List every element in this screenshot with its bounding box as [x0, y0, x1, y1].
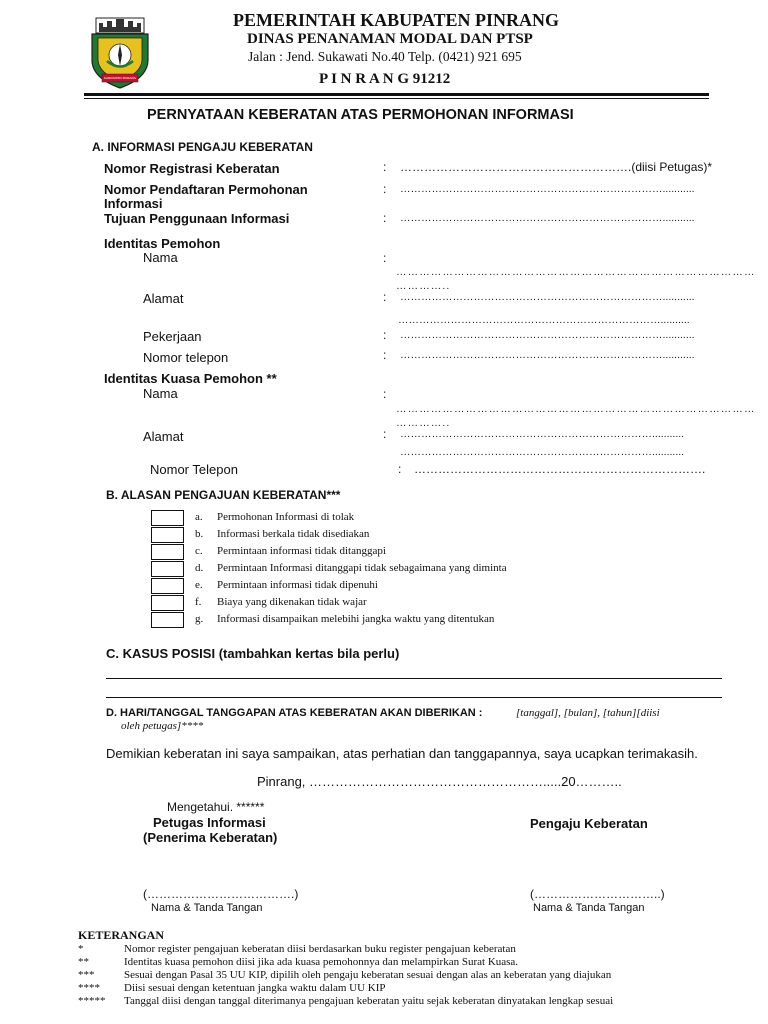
section-d-note: [tanggal], [bulan], [tahun][diisi [516, 707, 660, 719]
letterhead-gov: PEMERINTAH KABUPATEN PINRANG [233, 10, 560, 30]
petugas-signature-field[interactable]: (……………………………….) [143, 887, 299, 901]
nama-value-field[interactable]: ………………………………………………………………………………… [396, 266, 756, 278]
keterangan-mark: ** [78, 956, 89, 968]
alamat-value-field-2[interactable]: ………………………………………………………………….......... [398, 314, 690, 326]
reason-letter: c. [195, 545, 203, 557]
reason-text: Permintaan informasi tidak dipenuhi [217, 579, 378, 591]
tujuan-value-field[interactable]: …………………………………………………………………........... [400, 212, 695, 224]
reason-text: Biaya yang dikenakan tidak wajar [217, 596, 367, 608]
section-c-heading: C. KASUS POSISI (tambahkan kertas bila perlu) [106, 646, 400, 661]
kuasa-nama-value-field-cont[interactable]: ………….. [396, 417, 451, 429]
keterangan-text: Identitas kuasa pemohon diisi jika ada kuasa pemohonnya dan melampirkan Surat Kuasa. [124, 956, 519, 968]
kuasa-alamat-value-field-2[interactable]: ………………………………………………………………........... [400, 446, 685, 458]
reason-text: Informasi disampaikan melebihi jangka waktu yang ditentukan [217, 613, 495, 625]
kuasa-nama-value-field[interactable]: ………………………………………………………………………………… [396, 403, 756, 415]
kasus-posisi-line-2[interactable] [106, 697, 722, 698]
daftar-value-field[interactable]: …………………………………………………………………........... [400, 183, 695, 195]
place-date-field[interactable]: Pinrang, ……………………………………………….....20……….. [257, 774, 622, 789]
kuasa-telepon-label: Nomor Telepon [150, 462, 238, 477]
reason-checkbox-g[interactable] [151, 612, 184, 628]
reason-text: Permintaan informasi tidak ditanggapi [217, 545, 386, 557]
keterangan-heading: KETERANGAN [78, 928, 165, 942]
keterangan-mark: *** [78, 969, 95, 981]
telepon-colon: : [383, 348, 387, 362]
logo-caption: KABUPATEN PINRANG [104, 76, 137, 80]
nama-colon: : [383, 251, 387, 265]
pekerjaan-label: Pekerjaan [143, 329, 202, 344]
daftar-label-cont: Informasi [104, 196, 163, 211]
reason-letter: d. [195, 562, 204, 574]
section-d-heading: D. HARI/TANGGAL TANGGAPAN ATAS KEBERATAN AKAN DIBERIKAN : [106, 707, 483, 719]
section-b-heading: B. ALASAN PENGAJUAN KEBERATAN*** [106, 488, 341, 502]
reason-checkbox-a[interactable] [151, 510, 184, 526]
reg-value-field[interactable]: ………………………………………………….(diisi Petugas)* [400, 160, 713, 174]
kuasa-nama-label: Nama [143, 386, 178, 401]
section-a-heading: A. INFORMASI PENGAJU KEBERATAN [92, 140, 313, 154]
alamat-colon: : [383, 290, 387, 304]
letterhead-address: Jalan : Jend. Sukawati No.40 Telp. (0421) 921 695 [248, 49, 522, 64]
reg-label: Nomor Registrasi Keberatan [104, 161, 280, 176]
petugas-subtitle: (Penerima Keberatan) [143, 830, 278, 845]
kuasa-telepon-colon: : [398, 462, 402, 476]
reason-letter: a. [195, 511, 203, 523]
keterangan-text: Nomor register pengajuan keberatan diisi berdasarkan buku register pengajuan keberatan [124, 943, 516, 955]
reason-letter: b. [195, 528, 204, 540]
reason-letter: e. [195, 579, 203, 591]
reason-checkbox-d[interactable] [151, 561, 184, 577]
telepon-value-field[interactable]: …………………………………………………………………........... [400, 349, 695, 361]
pengaju-title: Pengaju Keberatan [530, 816, 648, 831]
reason-checkbox-f[interactable] [151, 595, 184, 611]
keterangan-mark: **** [78, 982, 100, 994]
petugas-title: Petugas Informasi [153, 815, 266, 830]
reason-text: Informasi berkala tidak disediakan [217, 528, 370, 540]
pengaju-signature-field[interactable]: (…………………………..) [530, 887, 665, 901]
kuasa-alamat-label: Alamat [143, 429, 184, 444]
letterhead-rule-thick [84, 93, 709, 96]
tujuan-colon: : [383, 211, 387, 225]
reason-letter: g. [195, 613, 204, 625]
keterangan-text: Sesuai dengan Pasal 35 UU KIP, dipilih oleh pengaju keberatan sesuai dengan alas an keberatan yang diajukan [124, 969, 612, 981]
petugas-signature-caption: Nama & Tanda Tangan [151, 902, 263, 914]
closing-statement: Demikian keberatan ini saya sampaikan, atas perhatian dan tanggapannya, saya ucapkan terimakasih. [106, 746, 698, 761]
mengetahui-label: Mengetahui. ****** [167, 800, 265, 814]
kuasa-heading: Identitas Kuasa Pemohon ** [104, 371, 277, 386]
pengaju-signature-caption: Nama & Tanda Tangan [533, 902, 645, 914]
daftar-colon: : [383, 182, 387, 196]
reason-checkbox-e[interactable] [151, 578, 184, 594]
daftar-label: Nomor Pendaftaran Permohonan [104, 182, 308, 197]
reason-checkbox-b[interactable] [151, 527, 184, 543]
reason-checkbox-c[interactable] [151, 544, 184, 560]
pekerjaan-colon: : [383, 328, 387, 342]
nama-value-field-cont[interactable]: ………….. [396, 280, 451, 292]
tujuan-label: Tujuan Penggunaan Informasi [104, 211, 290, 226]
kasus-posisi-line-1[interactable] [106, 678, 722, 679]
reason-letter: f. [195, 596, 202, 608]
keterangan-mark: * [78, 943, 84, 955]
keterangan-text: Tanggal diisi dengan tanggal diterimanya pengajuan keberatan yaitu sejak keberatan dinyatakan lengkap sesuai [124, 995, 614, 1007]
kuasa-nama-colon: : [383, 387, 387, 401]
alamat-value-field[interactable]: …………………………………………………………………........... [400, 291, 695, 303]
letterhead-rule-thin [84, 98, 709, 99]
reason-text: Permintaan Informasi ditanggapi tidak sebagaimana yang diminta [217, 562, 507, 574]
kuasa-alamat-value-field[interactable]: ………………………………………………………………........... [400, 428, 685, 440]
document-title: PERNYATAAN KEBERATAN ATAS PERMOHONAN INFORMASI [147, 107, 574, 123]
pemohon-heading: Identitas Pemohon [104, 236, 221, 251]
alamat-label: Alamat [143, 291, 184, 306]
keterangan-mark: ***** [78, 995, 106, 1007]
keterangan-text: Diisi sesuai dengan ketentuan jangka waktu dalam UU KIP [124, 982, 386, 994]
letterhead-city: P I N R A N G 91212 [319, 71, 451, 87]
reason-text: Permohonan Informasi di tolak [217, 511, 355, 523]
reg-colon: : [383, 160, 387, 174]
kuasa-alamat-colon: : [383, 427, 387, 441]
section-d-note-cont: oleh petugas]**** [121, 720, 204, 732]
telepon-label: Nomor telepon [143, 350, 229, 365]
kuasa-telepon-value-field[interactable]: ………………………………………………………………. [414, 462, 706, 476]
letterhead-dept: DINAS PENANAMAN MODAL DAN PTSP [247, 31, 533, 47]
pekerjaan-value-field[interactable]: …………………………………………………………………........... [400, 329, 695, 341]
nama-label: Nama [143, 250, 178, 265]
